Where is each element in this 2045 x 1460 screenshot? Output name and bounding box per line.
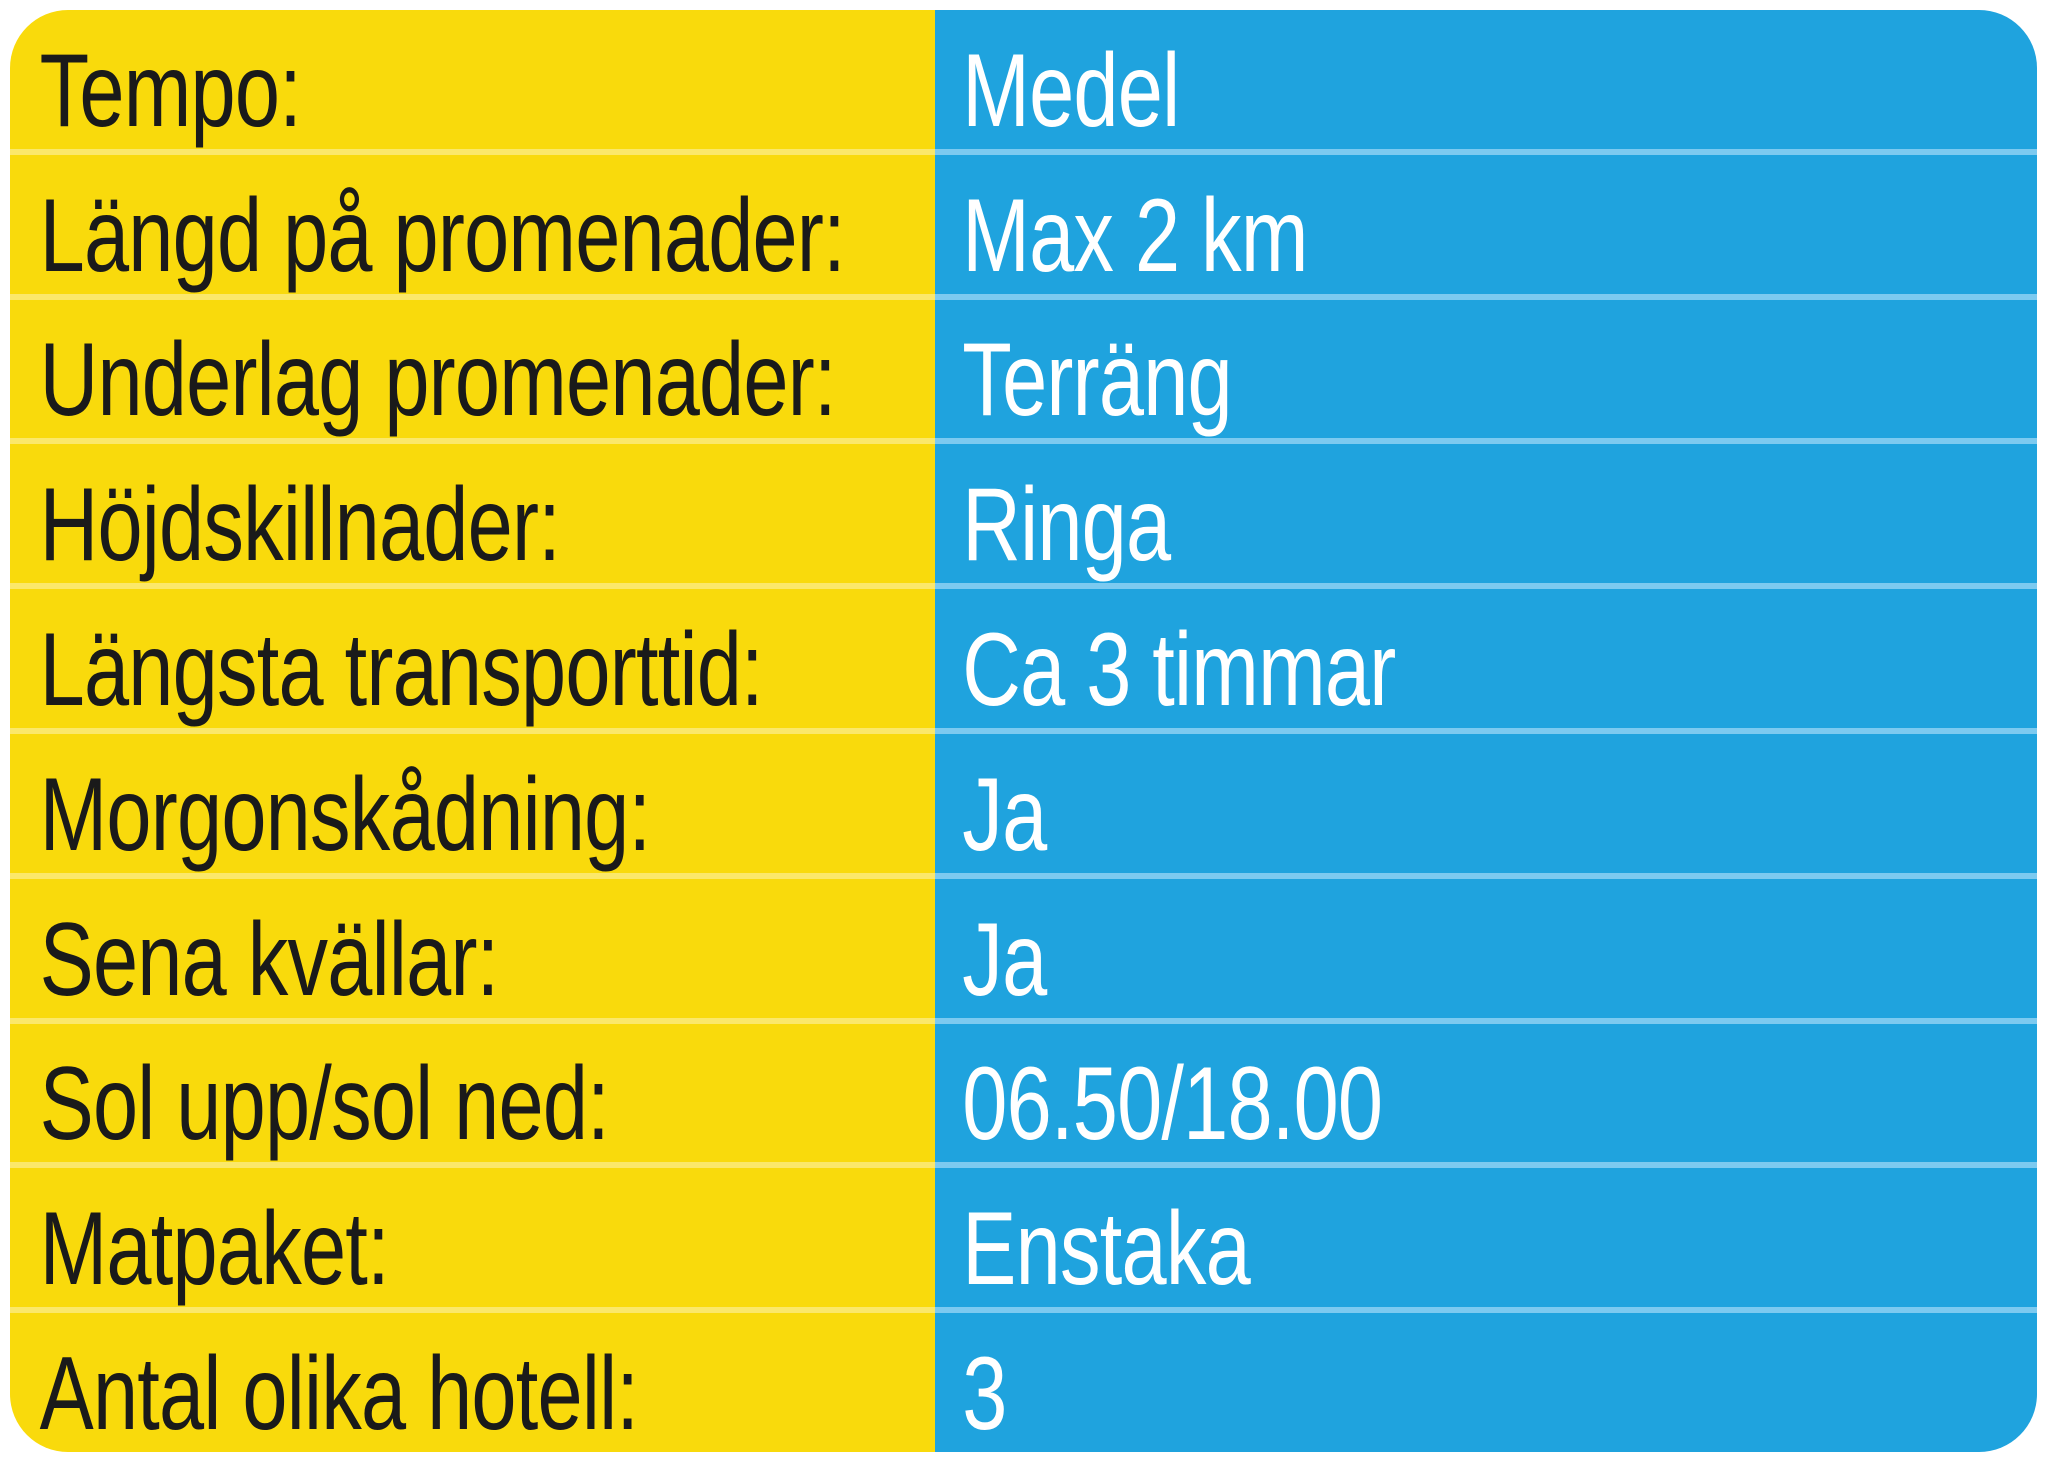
row-label: Morgonskådning: [39,756,651,873]
row-value: Max 2 km [962,177,1308,294]
row-value: Medel [962,32,1180,149]
row-value: Ja [962,901,1047,1018]
table-row [10,1018,2037,1163]
table-row [10,294,2037,439]
table-row [10,149,2037,294]
info-table [10,10,2037,1452]
table-row [10,873,2037,1018]
table-row [10,728,2037,873]
row-label: Längd på promenader: [39,177,845,294]
table-row [10,1162,2037,1307]
row-label: Längsta transporttid: [39,611,763,728]
row-label: Sena kvällar: [39,901,499,1018]
row-value: 3 [962,1335,1007,1452]
table-row [10,1307,2037,1452]
row-value: Terräng [962,322,1232,439]
row-label: Antal olika hotell: [39,1335,639,1452]
row-value: Ja [962,756,1047,873]
row-value: Ca 3 timmar [962,611,1396,728]
table-row [10,10,2037,149]
row-label: Matpaket: [39,1191,389,1308]
row-label: Sol upp/sol ned: [39,1046,609,1163]
table-row [10,583,2037,728]
row-value: 06.50/18.00 [962,1046,1383,1163]
table-row [10,438,2037,583]
row-label: Tempo: [39,32,301,149]
row-value: Enstaka [962,1191,1250,1308]
row-value: Ringa [962,467,1171,584]
row-label: Höjdskillnader: [39,467,560,584]
row-label: Underlag promenader: [39,322,836,439]
